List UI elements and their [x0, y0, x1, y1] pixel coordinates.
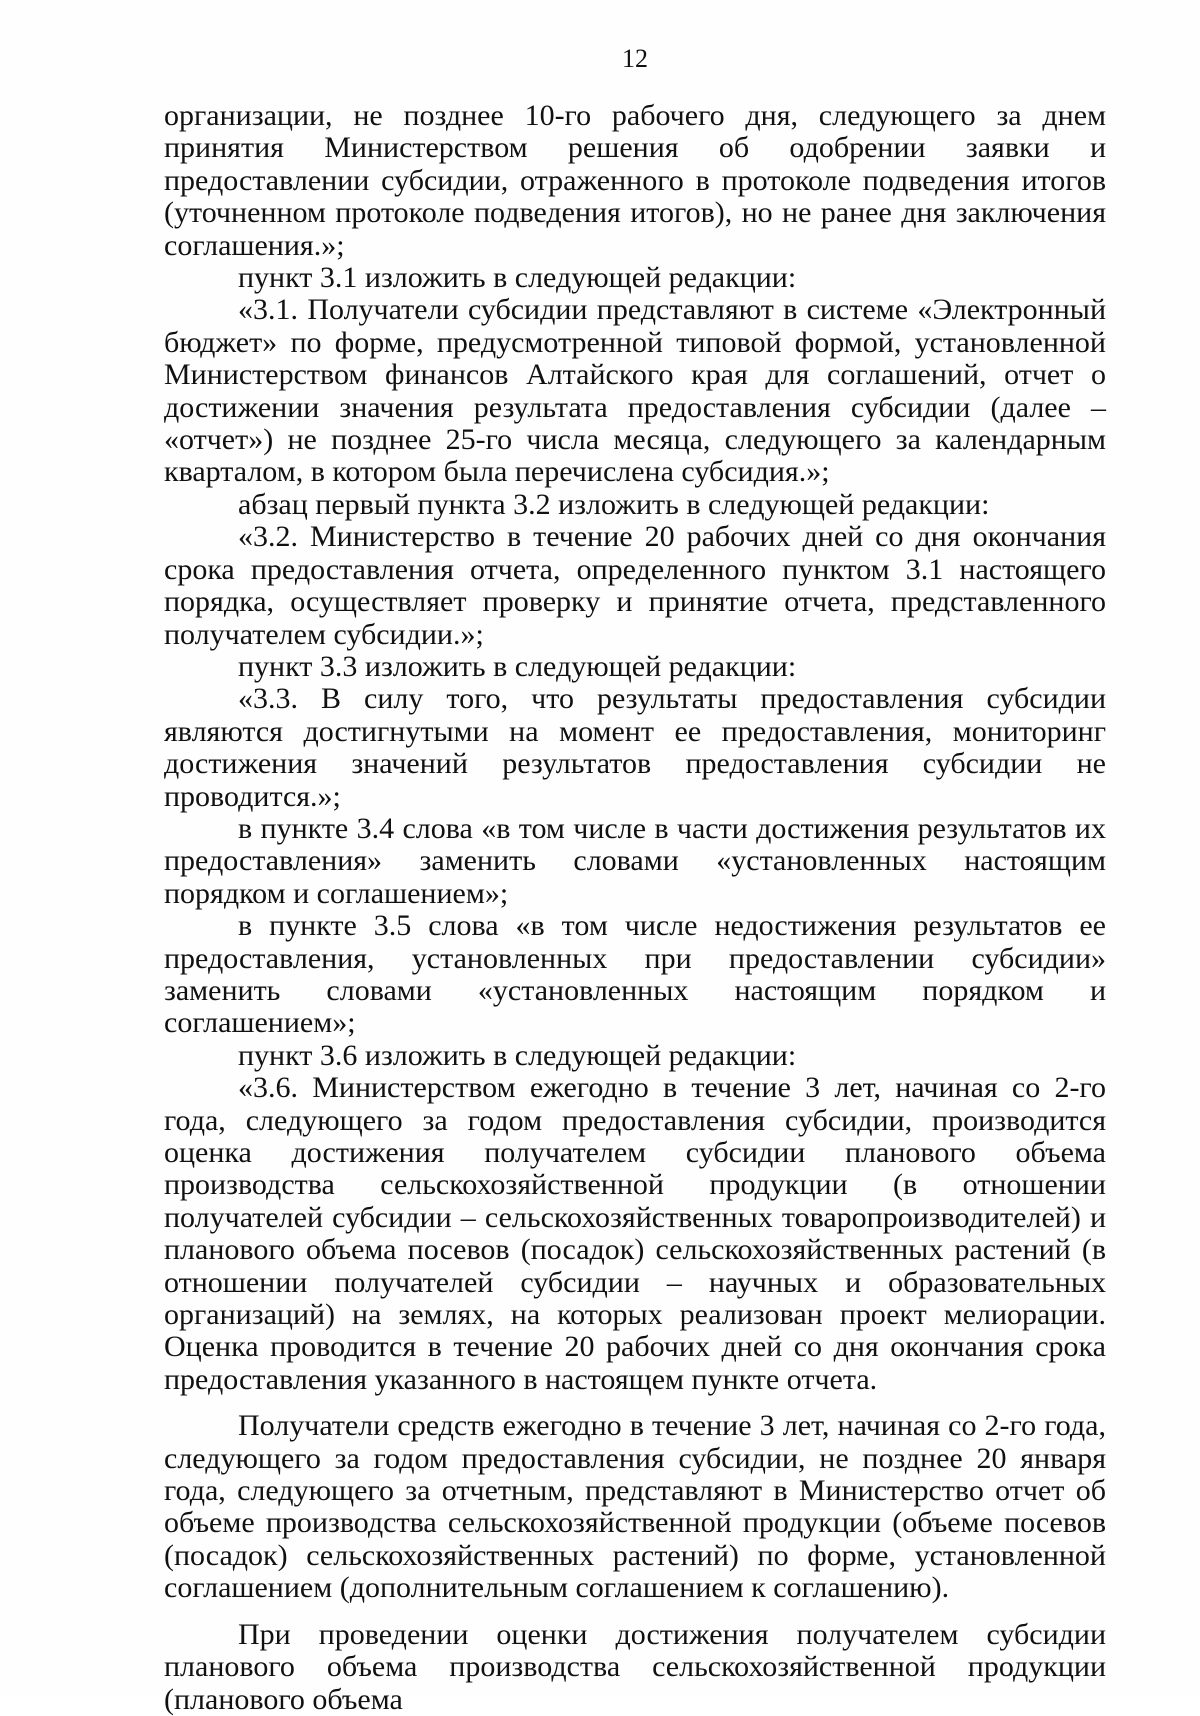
paragraph-amendment-3-5: в пункте 3.5 слова «в том числе недостижения результатов ее предоставления, установленных при предоставлении субсидии» заменить словами «установленных настоящим порядком и соглашением»;: [164, 909, 1106, 1040]
paragraph-continuation: организации, не позднее 10-го рабочего дня, следующего за днем принятия Министерством решения об одобрении заявки и предоставлении субсидии, отраженного в протоколе подведения итогов (уточненном протоколе подведения итогов), но не ранее дня заключения соглашения.»;: [164, 99, 1106, 262]
paragraph-assessment: При проведении оценки достижения получателем субсидии планового объема производства сельскохозяйственной продукции (планового объема: [164, 1617, 1106, 1716]
paragraph-recipients-report: Получатели средств ежегодно в течение 3 лет, начиная со 2-го года, следующего за годом предоставления субсидии, не позднее 20 января года, следующего за отчетным, представляют в Министерство отчет об объеме производства сельскохозяйственной продукции (объеме посевов (посадок) сельскохозяйственных растений) по форме, установленной соглашением (дополнительным соглашением к соглашению).: [164, 1409, 1106, 1605]
paragraph-amendment-3-4: в пункте 3.4 слова «в том числе в части достижения результатов их предоставления» заменить словами «установленных настоящим порядком и соглашением»;: [164, 811, 1106, 910]
paragraph-text-3-6: «3.6. Министерством ежегодно в течение 3 лет, начиная со 2-го года, следующего за годом предоставления субсидии, производится оценка достижения получателем субсидии планового объема производства сельскохозяйственной продукции (в отношении получателей субсидии – сельскохозяйственных товаропроизводителей) и планового объема посевов (посадок) сельскохозяйственных растений (в отношении получателей субсидии – научных и образовательных организаций) на землях, на которых реализован проект мелиорации. Оценка проводится в течение 20 рабочих дней со дня окончания срока предоставления указанного в настоящем пункте отчета.: [164, 1071, 1106, 1396]
page-number: 12: [622, 44, 648, 73]
paragraph-amendment-3-3: пункт 3.3 изложить в следующей редакции:: [238, 649, 797, 683]
paragraph-text-3-3: «3.3. В силу того, что результаты предоставления субсидии являются достигнутыми на момент ее предоставления, мониторинг достижения значений результатов предоставления субсидии не проводится.»;: [164, 682, 1106, 813]
paragraph-amendment-3-2: абзац первый пункта 3.2 изложить в следующей редакции:: [238, 487, 990, 521]
paragraph-text-3-2: «3.2. Министерство в течение 20 рабочих дней со дня окончания срока предоставления отчета, определенного пунктом 3.1 настоящего порядка, осуществляет проверку и принятие отчета, представленного получателем субсидии.»;: [164, 520, 1106, 651]
paragraph-text-3-1: «3.1. Получатели субсидии представляют в системе «Электронный бюджет» по форме, предусмотренной типовой формой, установленной Министерством финансов Алтайского края для соглашений, отчет о достижении значения результата предоставления субсидии (далее – «отчет») не позднее 25-го числа месяца, следующего за календарным кварталом, в котором была перечислена субсидия.»;: [164, 293, 1106, 489]
paragraph-amendment-3-1: пункт 3.1 изложить в следующей редакции:: [238, 261, 797, 295]
paragraph-amendment-3-6: пункт 3.6 изложить в следующей редакции:: [238, 1038, 797, 1072]
document-body: [164, 100, 1106, 1716]
